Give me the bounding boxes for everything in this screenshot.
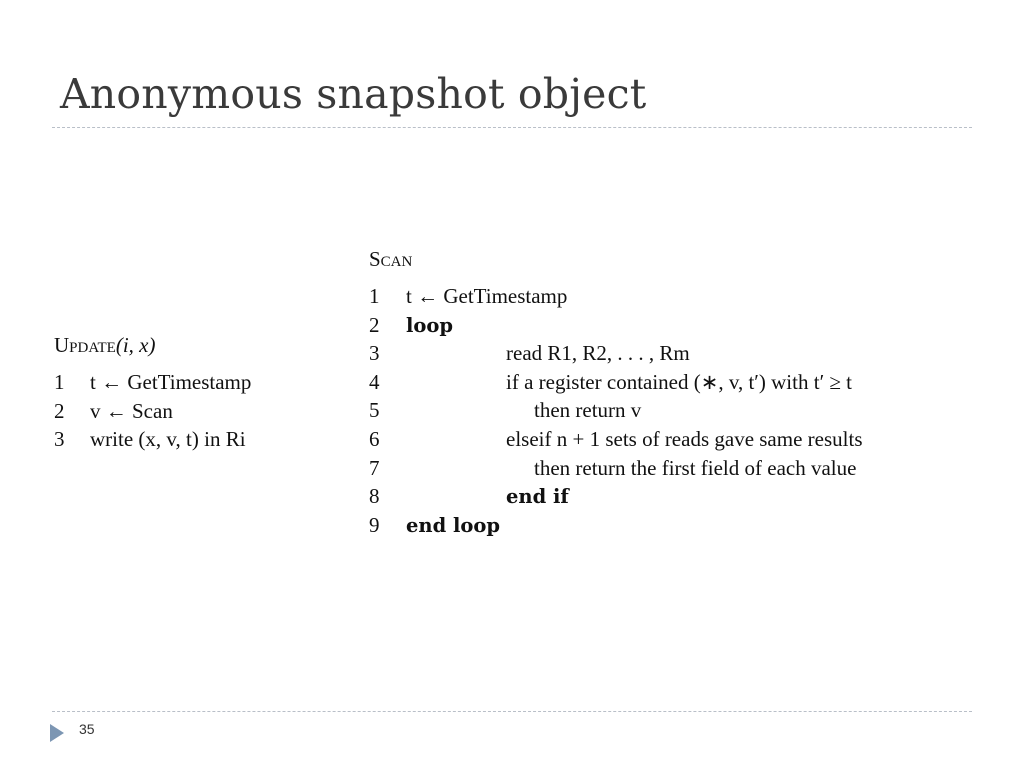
line-number: 1 [369, 284, 380, 308]
update-procedure-args: (i, x) [115, 333, 156, 357]
update-line-2 [54, 397, 251, 426]
triangle-bullet-icon [50, 724, 64, 742]
line-number: 3 [54, 427, 65, 452]
scan-line-5 [369, 396, 863, 425]
title-divider [52, 127, 972, 128]
scan-header [369, 245, 863, 273]
update-line-3 [54, 425, 251, 454]
code-keyword: end if [506, 485, 569, 509]
code-text: v ← Scan [90, 398, 173, 423]
line-number: 6 [369, 426, 380, 451]
scan-line-2 [369, 311, 863, 340]
code-keyword: loop [406, 313, 454, 337]
update-header [54, 331, 251, 359]
scan-line-6 [369, 425, 863, 454]
line-number: 9 [369, 512, 380, 537]
line-number: 4 [369, 369, 380, 394]
update-algorithm [54, 331, 251, 454]
scan-line-3 [369, 339, 863, 368]
code-text: t ← GetTimestamp [406, 284, 568, 308]
line-number: 1 [54, 370, 65, 394]
scan-line-7 [369, 454, 863, 483]
line-number: 7 [369, 455, 380, 480]
line-number: 2 [369, 312, 380, 337]
scan-algorithm [369, 245, 863, 539]
scan-line-4 [369, 368, 863, 397]
scan-line-1 [369, 282, 863, 311]
line-number: 2 [54, 398, 65, 423]
code-text: read R1, R2, . . . , Rm [506, 341, 690, 366]
slide-number: 35 [79, 721, 95, 737]
code-text: then return v [534, 398, 642, 423]
code-text: then return the first field of each value [534, 455, 857, 480]
scan-line-9 [369, 511, 863, 540]
code-keyword: end loop [406, 513, 501, 537]
code-text: write (x, v, t) in Ri [90, 427, 246, 452]
scan-line-8 [369, 482, 863, 511]
line-number: 3 [369, 341, 380, 366]
scan-procedure-name: Scan [369, 247, 413, 271]
code-text: t ← GetTimestamp [90, 370, 252, 394]
update-line-1 [54, 368, 251, 397]
code-text: if a register contained (∗, v, t′) with t′ ≥ t [506, 369, 853, 394]
line-number: 5 [369, 398, 380, 423]
code-text: elseif n + 1 sets of reads gave same results [506, 426, 863, 451]
footer-divider [52, 711, 972, 712]
update-procedure-name: Update [54, 333, 116, 357]
line-number: 8 [369, 484, 380, 509]
slide-title: Anonymous snapshot object [60, 70, 647, 118]
